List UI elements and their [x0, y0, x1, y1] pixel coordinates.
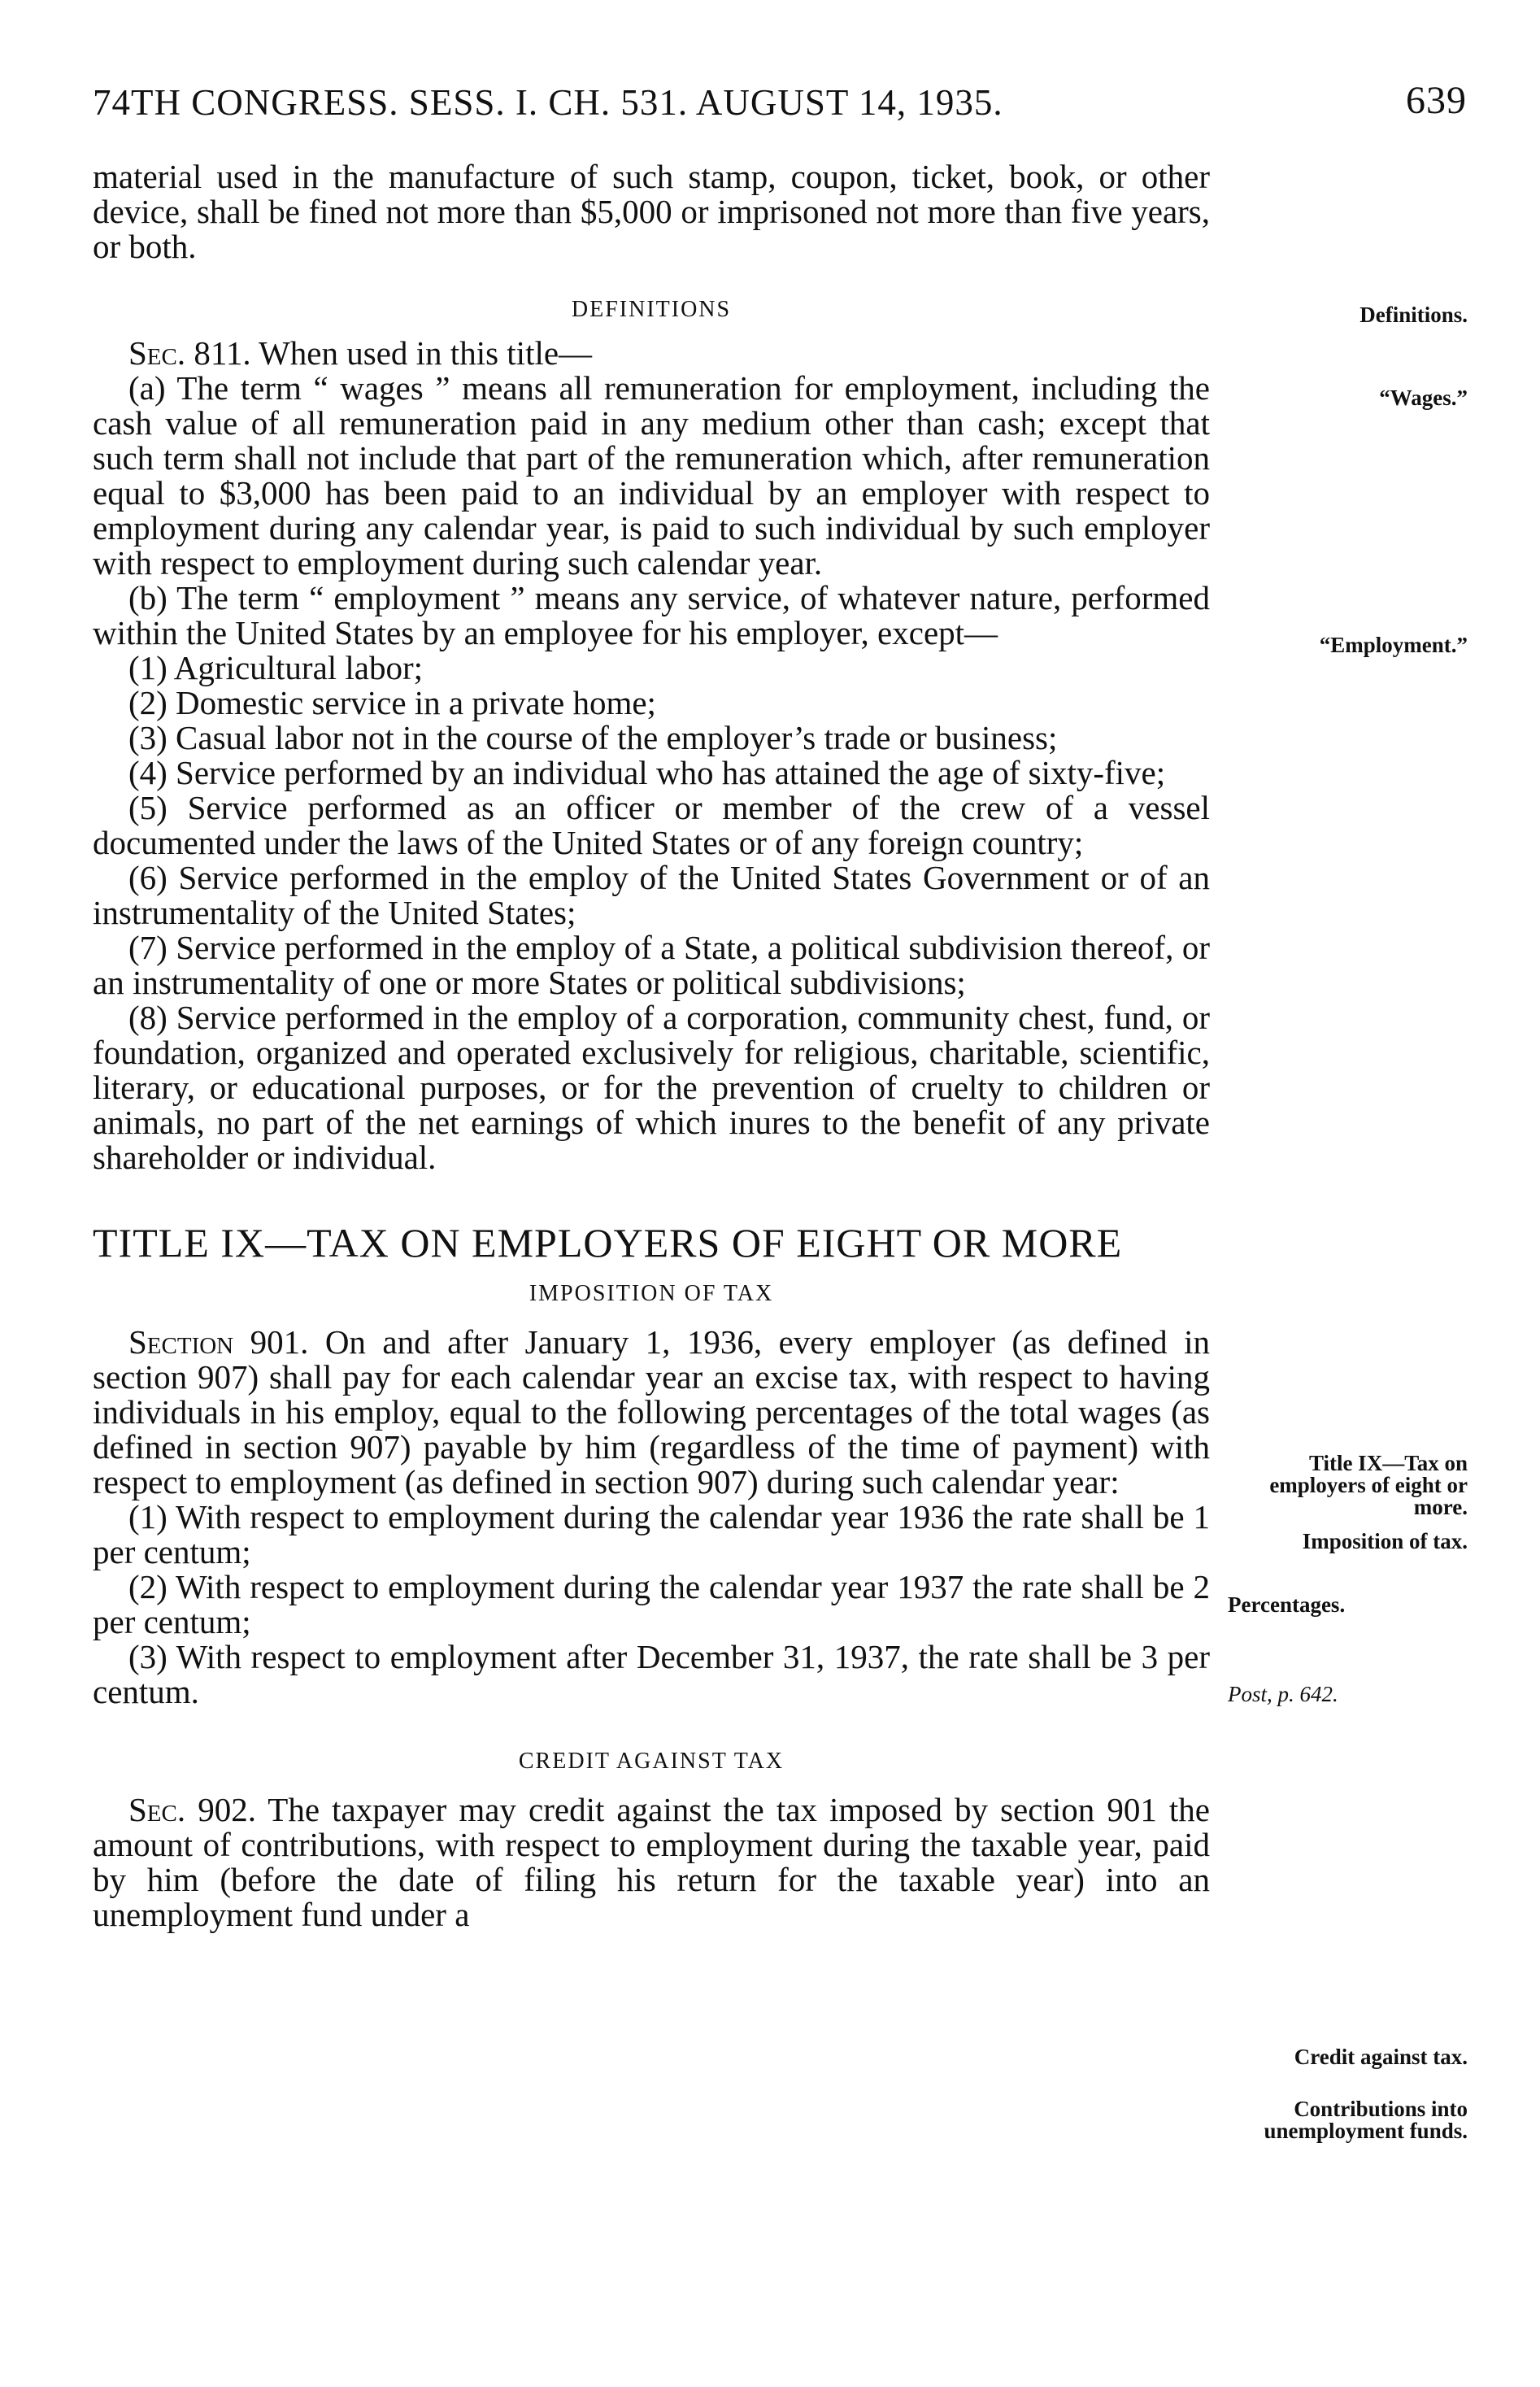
margin-note-percentages: Percentages.: [1228, 1592, 1346, 1617]
margin-note-wages: “Wages.”: [1379, 385, 1468, 410]
exception-item: (1) Agricultural labor;: [128, 649, 424, 686]
rate-item: (1) With respect to employment during the calendar year 1936 the rate shall be 1 per centum;: [93, 1498, 1210, 1570]
title-ix-heading: TITLE IX—TAX ON EMPLOYERS OF EIGHT OR MORE: [93, 1220, 1123, 1265]
running-head: 74TH CONGRESS. SESS. I. CH. 531. AUGUST 14, 1935.: [93, 82, 1003, 123]
exception-item: (8) Service performed in the employ of a corporation, community chest, fund, or foundation, organized and operated exclusively for religious, charitable, scientific, literary, or educational purposes, or for the prevention of cruelty to children or animals, no part of the net earnings of which inures to the benefit of any private shareholder or individual.: [93, 999, 1210, 1176]
sec-901-label: Section 901.: [128, 1323, 309, 1361]
exception-item: (2) Domestic service in a private home;: [128, 684, 656, 721]
sec-901-text: On and after January 1, 1936, every employer (as defined in section 907) shall pay for each calendar year an excise tax, with respect to having individuals in his employ, equal to the following percentages of the total wages (as defined in section 907) payable by him (regardless of the time of payment) with respect to employment (as defined in section 907) during such calendar year:: [93, 1323, 1211, 1501]
running-header: [93, 81, 1467, 130]
main-text: [93, 159, 1210, 1932]
sec-811-label: Sec. 811.: [128, 334, 251, 372]
margin-note-definitions: Definitions.: [1359, 303, 1468, 327]
margin-note-post: Post, p. 642.: [1228, 1682, 1338, 1706]
margin-note-title-ix: Title IX—Tax on employers of eight or more.: [1269, 1451, 1468, 1519]
sec-811-paragraph: [93, 336, 1210, 371]
sec-902-label: Sec. 902.: [128, 1791, 256, 1828]
exception-item: (5) Service performed as an officer or member of the crew of a vessel documented under the laws of the United States or of any foreign country;: [93, 789, 1210, 861]
rate-item: (3) With respect to employment after December 31, 1937, the rate shall be 3 per centum.: [93, 1638, 1210, 1710]
carryover-paragraph: material used in the manufacture of such stamp, coupon, ticket, book, or other device, shall be fined not more than $5,000 or imprisoned not more than five years, or both.: [93, 158, 1210, 265]
sec-902-paragraph: [93, 1792, 1210, 1932]
imposition-heading: IMPOSITION OF TAX: [529, 1281, 774, 1306]
margin-note-credit: Credit against tax.: [1294, 2045, 1468, 2069]
credit-heading: CREDIT AGAINST TAX: [518, 1749, 785, 1774]
exception-item: (7) Service performed in the employ of a State, a political subdivision thereof, or an instrumentality of one or more States or political subdivisions;: [93, 929, 1210, 1001]
exception-item: (4) Service performed by an individual who has attained the age of sixty-five;: [128, 754, 1166, 791]
margin-note-imposition: Imposition of tax.: [1302, 1529, 1468, 1553]
margin-note-contributions: Contributions into unemployment funds.: [1264, 2097, 1468, 2143]
definitions-heading: DEFINITIONS: [571, 297, 732, 322]
sec-901-paragraph: [93, 1325, 1210, 1500]
sec-902-text: The taxpayer may credit against the tax imposed by section 901 the amount of contributions, with respect to employment during the taxable year, paid by him (before the date of filing his return for the taxable year) into an unemployment fund under a: [93, 1791, 1210, 1933]
exception-item: (3) Casual labor not in the course of the employer’s trade or business;: [128, 719, 1058, 756]
definition-employment: (b) The term “ employment ” means any service, of whatever nature, performed within the United States by an employee for his employer, except—: [93, 579, 1210, 651]
page-number: 639: [1406, 79, 1467, 122]
exception-item: (6) Service performed in the employ of the United States Government or of an instrumentality of the United States;: [93, 859, 1210, 931]
margin-note-employment: “Employment.”: [1319, 633, 1468, 657]
sec-811-text: When used in this title—: [259, 334, 593, 372]
definition-wages: (a) The term “ wages ” means all remuneration for employment, including the cash value of all remuneration paid in any medium other than cash; except that such term shall not include that part of the remuneration which, after remuneration equal to $3,000 has been paid to an individual by an employer with respect to employment during any calendar year, is paid to such individual by such employer with respect to employment during such calendar year.: [93, 369, 1210, 582]
rate-item: (2) With respect to employment during the calendar year 1937 the rate shall be 2 per centum;: [93, 1568, 1210, 1640]
